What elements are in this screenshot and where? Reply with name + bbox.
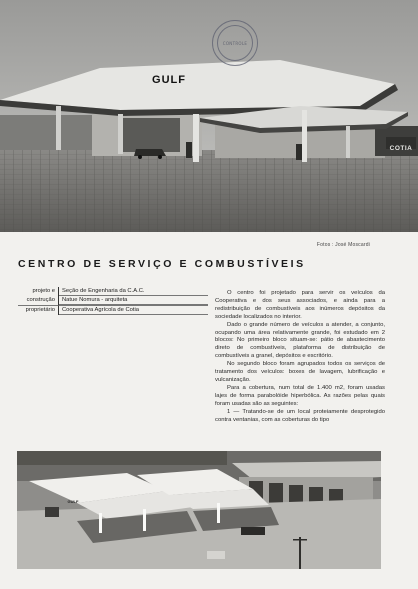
- gulf-sign-aerial: [63, 490, 83, 504]
- meta-row-construction: [18, 296, 208, 305]
- meta-label: projeto e: [18, 287, 59, 296]
- top-photo-gas-station: [0, 0, 418, 232]
- bottom-photo-aerial: [17, 451, 381, 569]
- top-photo-illustration: [0, 0, 418, 232]
- body-paragraph: 1 — Tratando-se de um local proteiamente desprotegido contra ventanias, com as coberturas do tipo: [215, 408, 385, 423]
- meta-value: Cooperativa Agrícola de Cotia: [59, 305, 208, 315]
- photo-credits: Fotos : José Moscardi: [316, 242, 370, 248]
- body-paragraph: Dado o grande número de veículos a atender, a conjunto, ocupando uma área relativamente grande, foi estudado em 2 blocos: No primeiro bloco situam-se: pátio de abastecimento direto de combustíveis, plataforma de distribuição de combustíveis a granel, depósitos e escritório.: [215, 321, 385, 360]
- body-paragraph: O centro foi projetado para servir os veículos da Cooperativa e dos seus associados, e ainda para a redistribuição de combustíveis aos inúmeros depósitos da sociedade localizados no interior.: [215, 290, 385, 320]
- meta-label: proprietário: [18, 305, 59, 315]
- article-title: CENTRO DE SERVIÇO E COMBUSTÍVEIS: [18, 258, 306, 270]
- meta-value: Seção de Engenharia da C.A.C.: [59, 287, 208, 296]
- body-paragraph: Para a cobertura, num total de 1.400 m2, foram usadas lajes de forma parabolóide hiperbólica. As razões pelas quais foram usadas são as seguintes:: [215, 384, 385, 407]
- meta-value: Natue Nomura - arquiteta: [59, 296, 208, 305]
- library-stamp-text: CONTROLE: [222, 40, 248, 46]
- article-body: [215, 290, 385, 424]
- cotia-sign: [386, 137, 416, 152]
- project-metadata: [18, 287, 208, 315]
- bottom-photo-illustration: [17, 451, 381, 569]
- cotia-sign-text: COTIA: [389, 145, 413, 152]
- meta-row-owner: [18, 305, 208, 315]
- meta-row-design: [18, 287, 208, 296]
- meta-label: construção: [18, 296, 59, 305]
- gulf-sign-aerial-text: GULF: [67, 499, 79, 504]
- gulf-sign: [149, 70, 189, 84]
- library-stamp: [212, 20, 258, 66]
- body-paragraph: No segundo bloco foram agrupados todos os serviços de tratamento dos veículos: boxes de lavagem, lubrificação e vulcanização.: [215, 361, 385, 383]
- gulf-sign-text: GULF: [152, 74, 186, 86]
